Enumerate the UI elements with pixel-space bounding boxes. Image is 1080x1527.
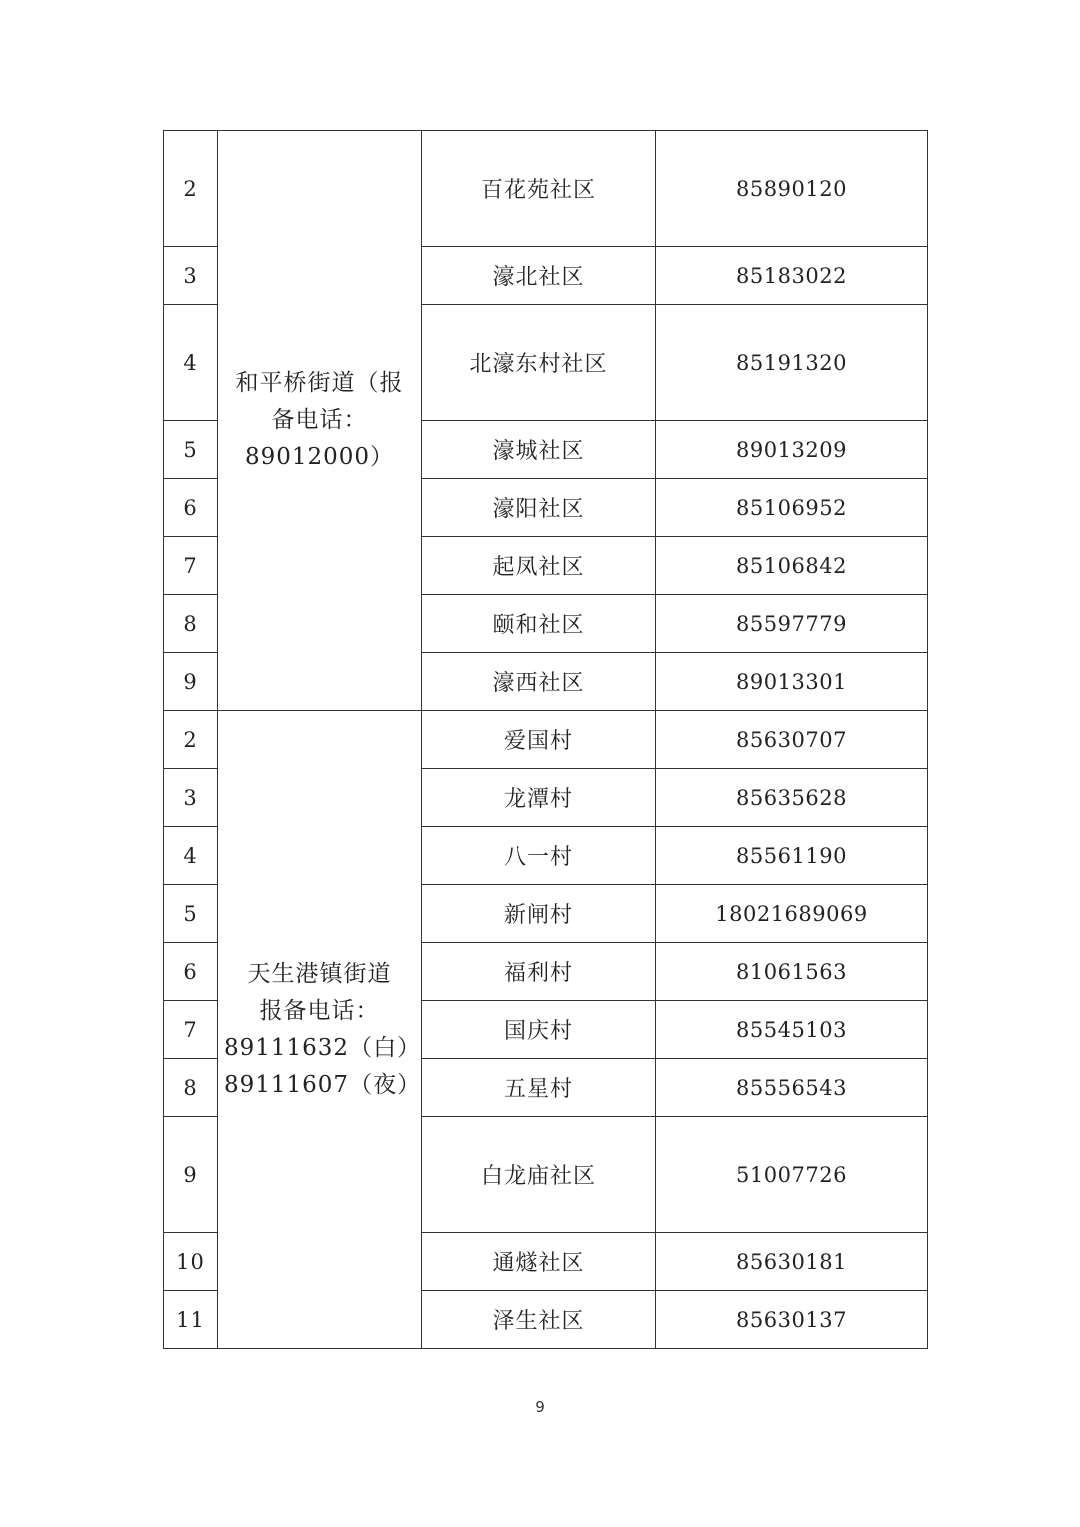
community-phone: 85630707 bbox=[656, 711, 928, 769]
community-name: 濠北社区 bbox=[422, 247, 656, 305]
community-name: 八一村 bbox=[422, 827, 656, 885]
street-name-line: 和平桥街道（报 bbox=[235, 370, 404, 396]
row-number: 3 bbox=[164, 247, 218, 305]
community-name: 福利村 bbox=[422, 943, 656, 1001]
community-name: 百花苑社区 bbox=[422, 131, 656, 247]
row-number: 8 bbox=[164, 595, 218, 653]
row-number: 4 bbox=[164, 305, 218, 421]
community-phone: 89013301 bbox=[656, 653, 928, 711]
community-name: 龙潭村 bbox=[422, 769, 656, 827]
community-name: 白龙庙社区 bbox=[422, 1117, 656, 1233]
row-number: 7 bbox=[164, 537, 218, 595]
row-number: 2 bbox=[164, 131, 218, 247]
community-phone: 89013209 bbox=[656, 421, 928, 479]
row-number: 2 bbox=[164, 711, 218, 769]
community-phone: 51007726 bbox=[656, 1117, 928, 1233]
street-cell bbox=[218, 131, 422, 711]
row-number: 5 bbox=[164, 885, 218, 943]
community-name: 国庆村 bbox=[422, 1001, 656, 1059]
community-phone: 81061563 bbox=[656, 943, 928, 1001]
community-phone: 85106842 bbox=[656, 537, 928, 595]
table-row bbox=[164, 131, 928, 247]
street-name-line: 天生港镇街道 bbox=[247, 960, 392, 987]
row-number: 10 bbox=[164, 1233, 218, 1291]
community-phone: 85890120 bbox=[656, 131, 928, 247]
community-phone: 85183022 bbox=[656, 247, 928, 305]
community-contact-table bbox=[163, 130, 928, 1349]
community-phone: 85630137 bbox=[656, 1291, 928, 1349]
community-name: 濠城社区 bbox=[422, 421, 656, 479]
community-name: 通燧社区 bbox=[422, 1233, 656, 1291]
row-number: 9 bbox=[164, 1117, 218, 1233]
community-name: 起凤社区 bbox=[422, 537, 656, 595]
street-cell bbox=[218, 711, 422, 1349]
community-name: 北濠东村社区 bbox=[422, 305, 656, 421]
row-number: 11 bbox=[164, 1291, 218, 1349]
community-phone: 85545103 bbox=[656, 1001, 928, 1059]
street-phone-day: 89111632（白） bbox=[224, 1034, 422, 1061]
street-phone-label: 备电话： bbox=[271, 407, 368, 433]
row-number: 4 bbox=[164, 827, 218, 885]
community-phone: 85191320 bbox=[656, 305, 928, 421]
community-name: 濠阳社区 bbox=[422, 479, 656, 537]
row-number: 6 bbox=[164, 943, 218, 1001]
community-name: 濠西社区 bbox=[422, 653, 656, 711]
community-name: 新闸村 bbox=[422, 885, 656, 943]
street-phone-label: 报备电话： bbox=[259, 997, 380, 1024]
community-phone: 85635628 bbox=[656, 769, 928, 827]
row-number: 5 bbox=[164, 421, 218, 479]
community-phone: 85597779 bbox=[656, 595, 928, 653]
community-phone: 85556543 bbox=[656, 1059, 928, 1117]
contact-table-container bbox=[163, 130, 927, 1349]
street-phone-night: 89111607（夜） bbox=[224, 1071, 422, 1098]
table-row bbox=[164, 711, 928, 769]
community-phone: 85106952 bbox=[656, 479, 928, 537]
community-name: 五星村 bbox=[422, 1059, 656, 1117]
row-number: 9 bbox=[164, 653, 218, 711]
street-phone-number: 89012000） bbox=[244, 444, 395, 470]
row-number: 8 bbox=[164, 1059, 218, 1117]
community-name: 爱国村 bbox=[422, 711, 656, 769]
row-number: 3 bbox=[164, 769, 218, 827]
community-phone: 85630181 bbox=[656, 1233, 928, 1291]
page-number: 9 bbox=[535, 1398, 545, 1416]
row-number: 7 bbox=[164, 1001, 218, 1059]
community-phone: 85561190 bbox=[656, 827, 928, 885]
community-name: 泽生社区 bbox=[422, 1291, 656, 1349]
row-number: 6 bbox=[164, 479, 218, 537]
community-phone: 18021689069 bbox=[656, 885, 928, 943]
community-name: 颐和社区 bbox=[422, 595, 656, 653]
